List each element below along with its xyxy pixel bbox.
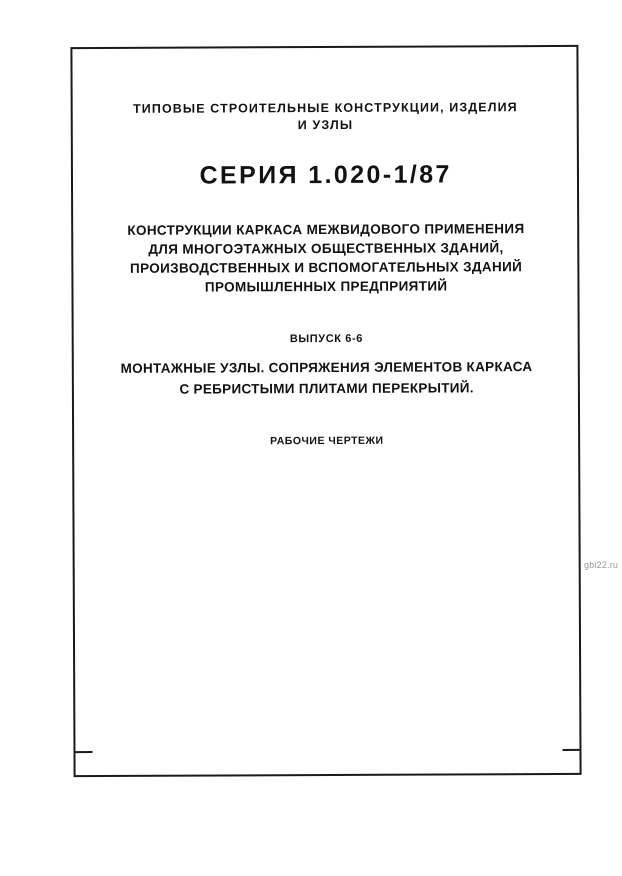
issue-number: ВЫПУСК 6-6 [289,332,363,346]
title-block [71,45,581,448]
subject-line-2: ДЛЯ МНОГОЭТАЖНЫХ ОБЩЕСТВЕННЫХ ЗДАНИЙ, [148,240,504,257]
drawings-label: РАБОЧИЕ ЧЕРТЕЖИ [270,434,384,448]
frame-corner-tick-right [562,748,579,751]
subject-line-3: ПРОИЗВОДСТВЕННЫХ И ВСПОМОГАТЕЛЬНЫХ ЗДАНИЙ [129,259,523,276]
nodes-line-1: МОНТАЖНЫЕ УЗЛЫ. СОПРЯЖЕНИЯ ЭЛЕМЕНТОВ КАРКАСА [120,359,533,376]
series-title: СЕРИЯ 1.020-1/87 [199,160,452,190]
frame-corner-tick-left [75,751,92,754]
subject-line-1: КОНСТРУКЦИИ КАРКАСА МЕЖВИДОВОГО ПРИМЕНЕНИЯ [127,221,525,238]
subject-line-4: ПРОМЫШЛЕННЫХ ПРЕДПРИЯТИЙ [204,278,448,295]
nodes-line-2: С РЕБРИСТЫМИ ПЛИТАМИ ПЕРЕКРЫТИЙ. [179,380,474,397]
subject-group [72,219,580,297]
heading-line-2: И УЗЛЫ [297,117,354,133]
heading-group [71,99,579,135]
nodes-group [72,356,580,400]
heading-line-1: ТИПОВЫЕ СТРОИТЕЛЬНЫЕ КОНСТРУКЦИИ, ИЗДЕЛИЯ [133,100,518,116]
watermark-text: gbi22.ru [584,560,619,570]
